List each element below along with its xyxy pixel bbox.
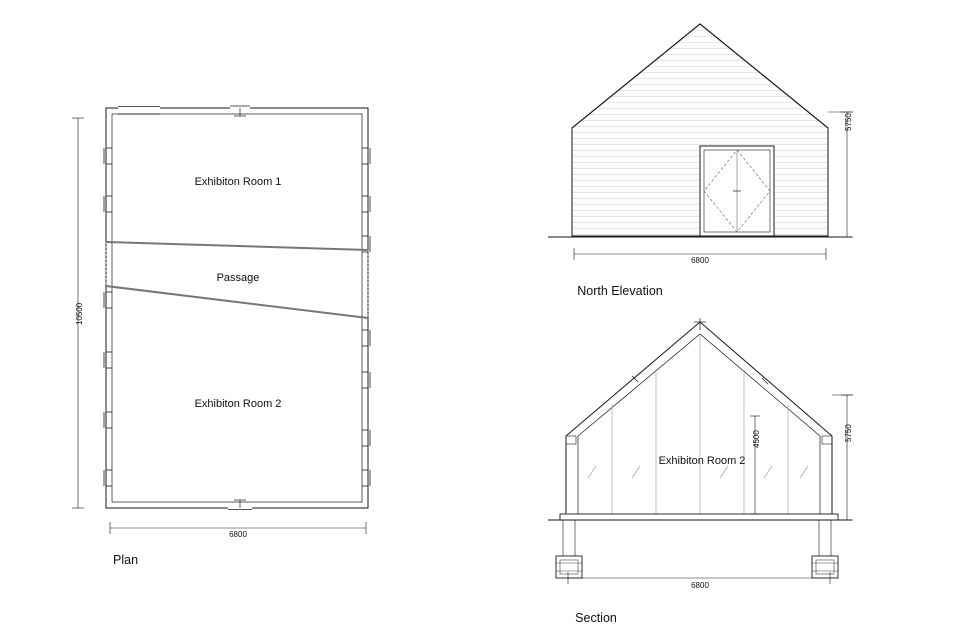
section-view-title: Section: [575, 611, 617, 625]
north-elevation-dimension-vertical: 5750: [844, 113, 853, 131]
north-elevation-view: [548, 24, 853, 260]
plan-dimension-vertical: 10500: [75, 302, 84, 325]
section-room-label: Exhibiton Room 2: [658, 455, 746, 467]
section-view: [548, 318, 853, 584]
section-dimension-vertical: 5750: [844, 424, 853, 442]
plan-room-2-label: Exhibiton Room 2: [194, 398, 282, 410]
plan-view: [72, 106, 370, 534]
north-elevation-dimension-horizontal: 6800: [691, 256, 709, 265]
section-dimension-internal-height: 4500: [752, 430, 761, 448]
section-dimension-horizontal: 6800: [691, 581, 709, 590]
plan-view-title: Plan: [113, 553, 139, 567]
plan-passage-label: Passage: [216, 272, 260, 284]
plan-dimension-horizontal: 6800: [229, 530, 247, 539]
plan-room-1-label: Exhibiton Room 1: [194, 176, 282, 188]
north-elevation-view-title: North Elevation: [577, 284, 663, 298]
